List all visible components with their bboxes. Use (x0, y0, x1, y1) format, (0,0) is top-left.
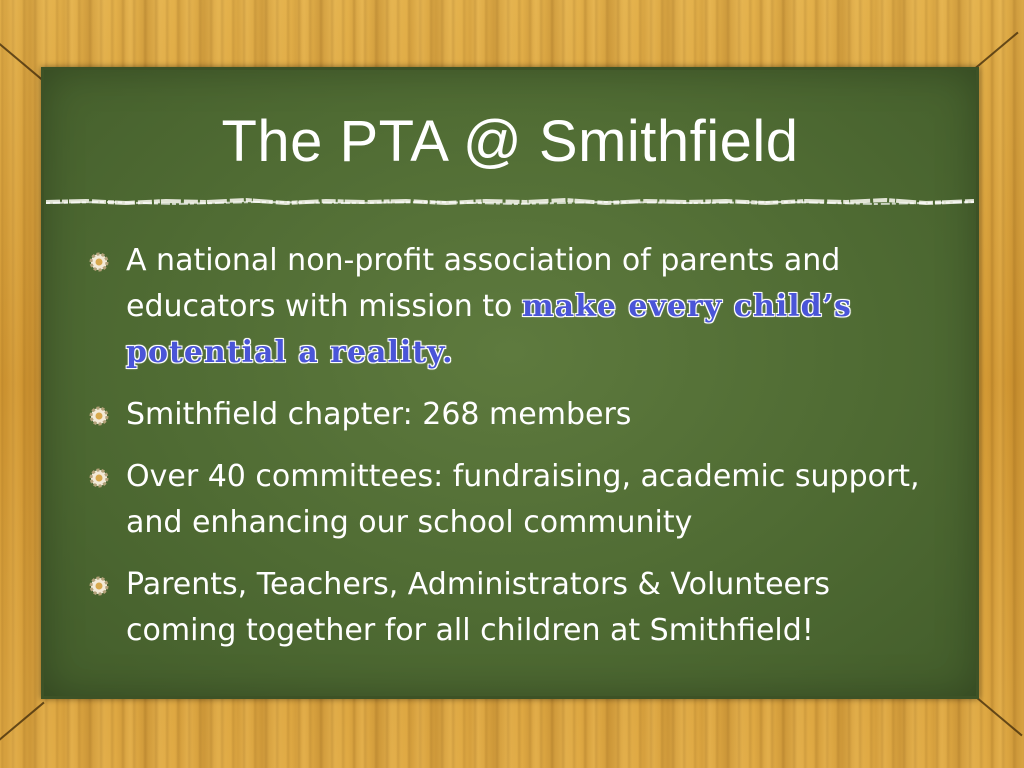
frame-corner-bottom-left (0, 702, 45, 742)
chalkboard (44, 70, 976, 696)
gear-bullet-icon (88, 467, 110, 489)
gear-bullet-icon (88, 575, 110, 597)
chalk-divider-line (46, 198, 974, 206)
bullet-text: Smithfield chapter: 268 members (126, 397, 632, 432)
frame-corner-top-right (971, 32, 1018, 72)
bullet-item-community (88, 562, 948, 654)
gear-bullet-icon (88, 405, 110, 427)
mission-highlight: make every child’s potential a reality. (126, 289, 852, 370)
bullet-list (88, 238, 948, 670)
bullet-item-chapter (88, 392, 948, 438)
frame-corner-bottom-right (975, 696, 1022, 736)
bullet-item-mission (88, 238, 948, 376)
frame-corner-top-left (0, 40, 43, 80)
gear-bullet-icon (88, 251, 110, 273)
bullet-text: A national non-profit association of parents and educators with mission to (126, 243, 841, 324)
bullet-text: Over 40 committees: fundraising, academic support, and enhancing our school community (126, 459, 920, 540)
bullet-text: Parents, Teachers, Administrators & Volunteers coming together for all children at Smithfield! (126, 567, 830, 648)
slide-title: The PTA @ Smithfield (221, 109, 799, 174)
bullet-item-committees (88, 454, 948, 546)
